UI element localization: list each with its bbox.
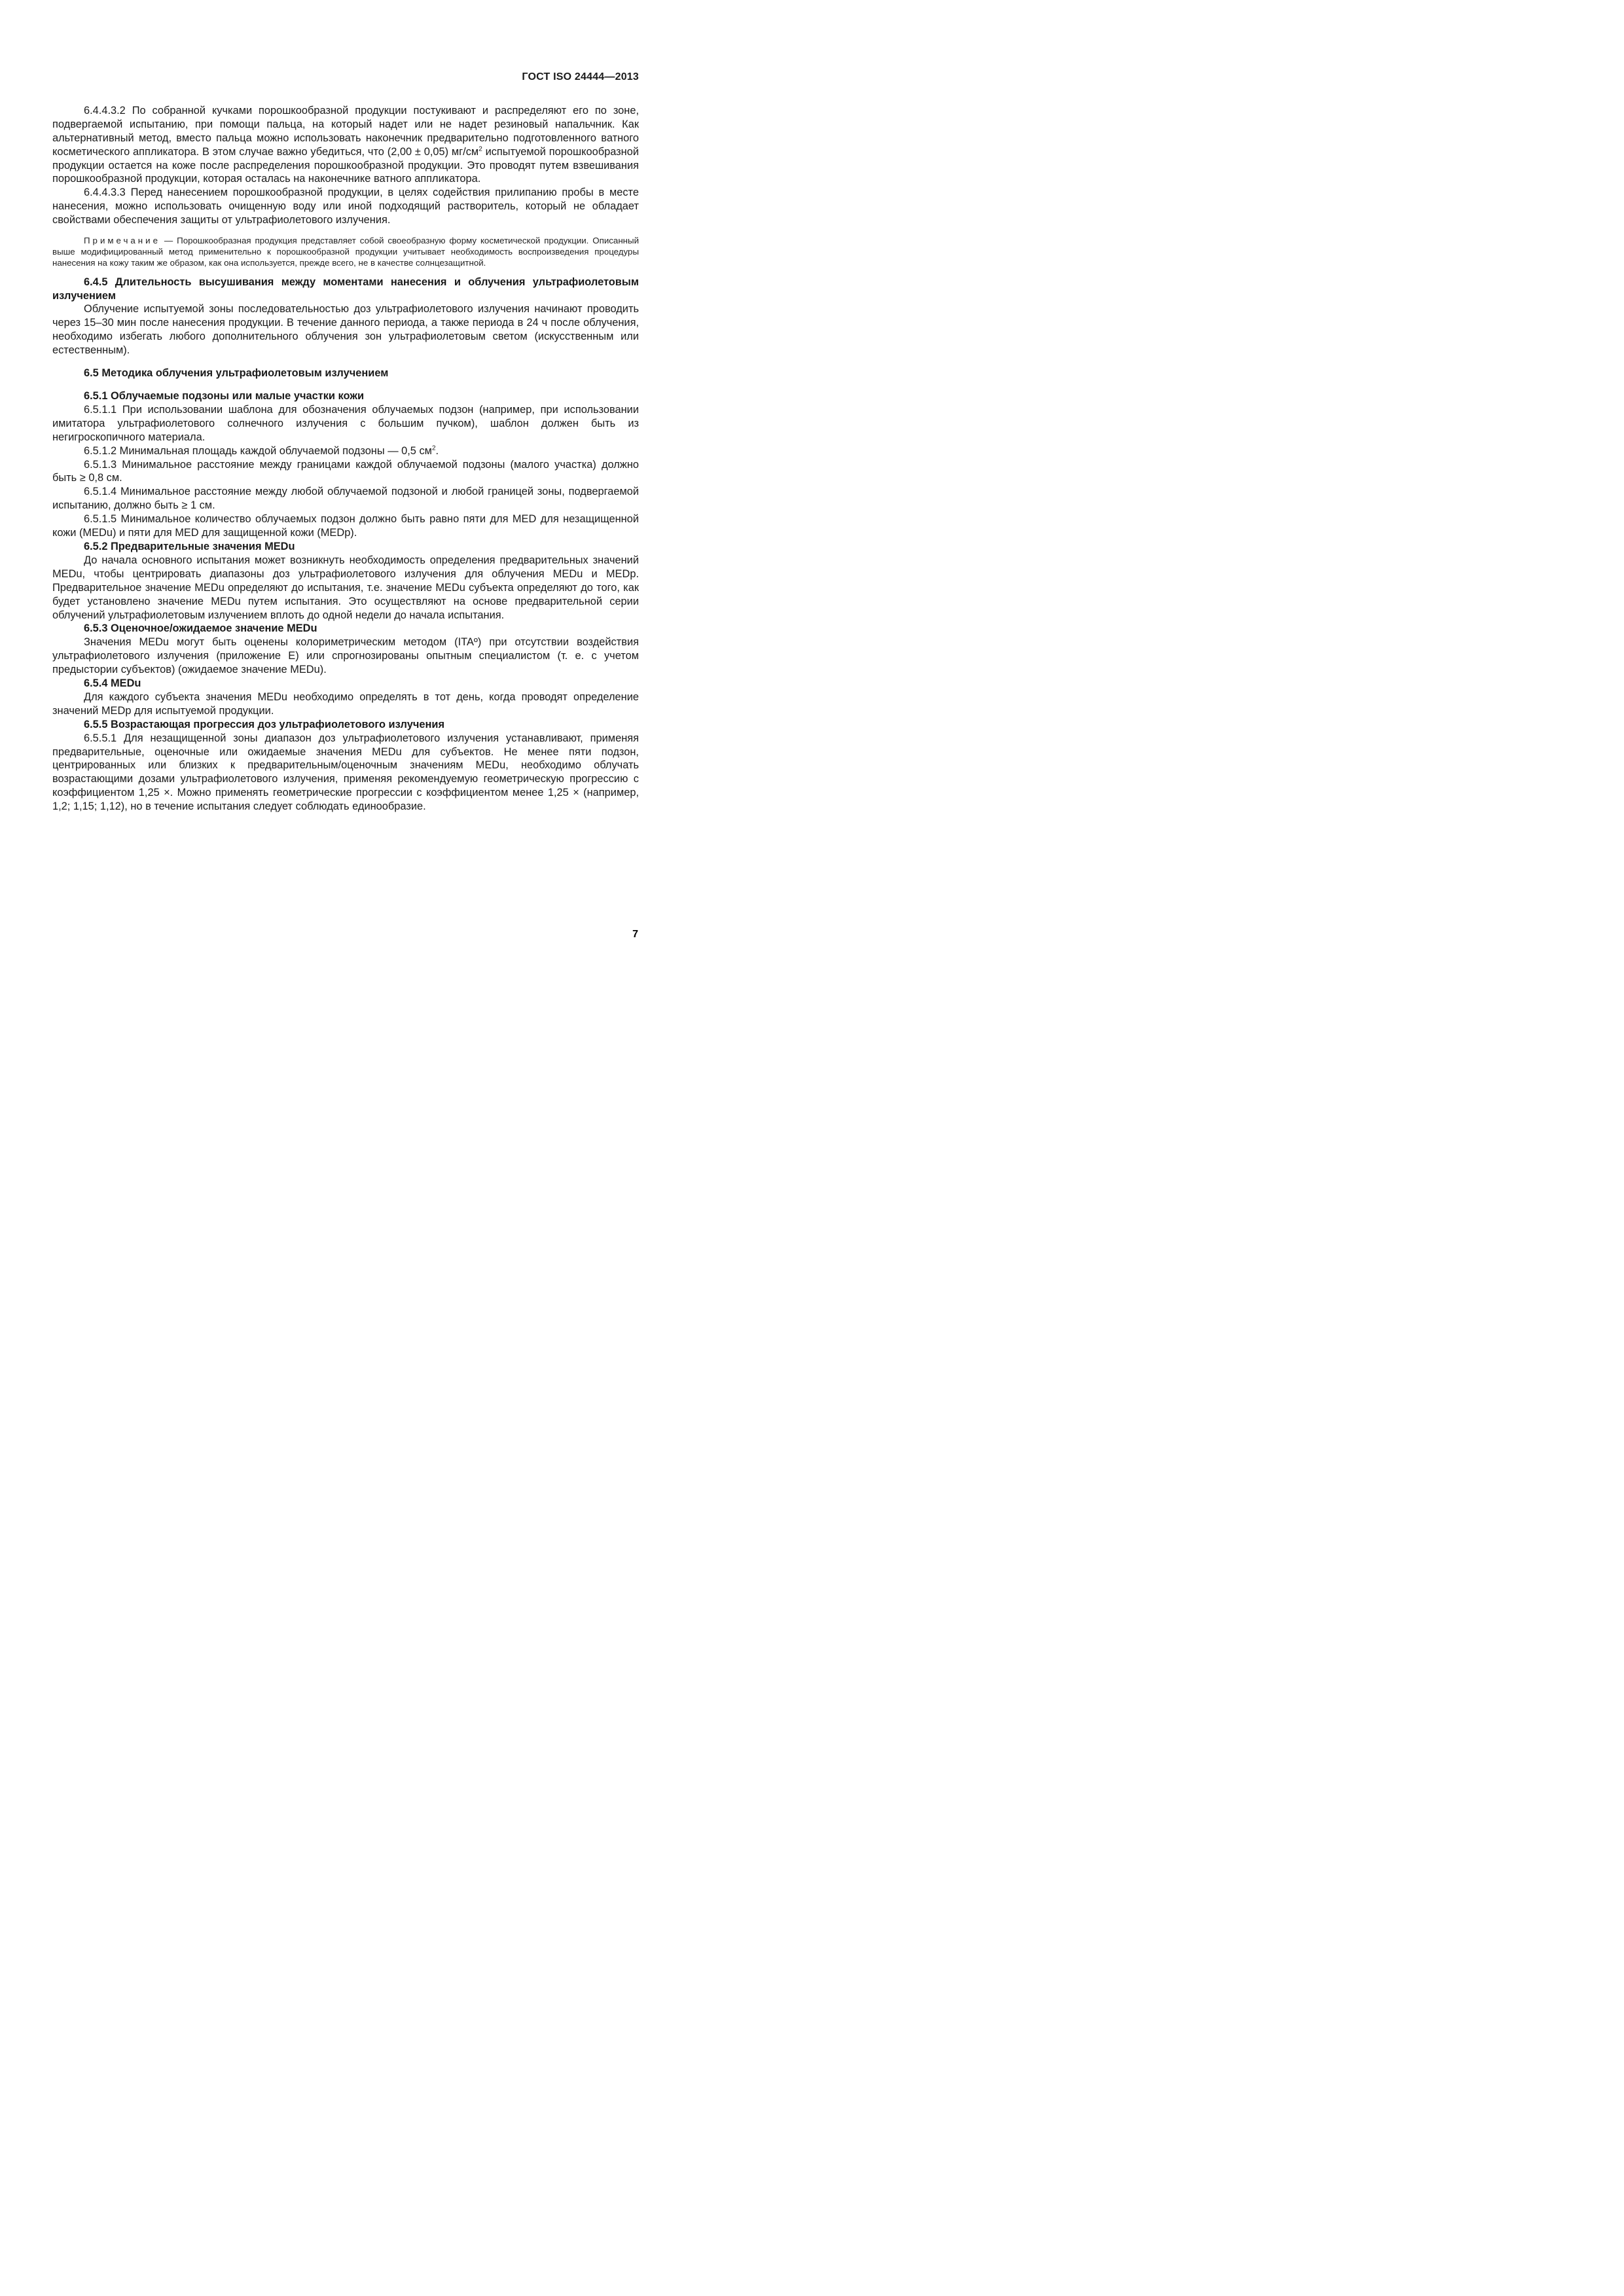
paragraph-text: 6.4.4.3.2 По собранной кучками порошкообразной продукции постукивают и распределяют его по зоне, подвергаемой испытанию, при помощи пальца, на который надет или не надет резиновый напальчник. Как альтернативный метод, вместо пальца можно использовать наконечник предварительно подготовленного ватного косметического аппликатора. В этом случае важно убедиться, что (2,00 ± 0,05) мг/см bbox=[52, 104, 639, 158]
paragraph-6-4-4-3-3: 6.4.4.3.3 Перед нанесением порошкообразной продукции, в целях содействия прилипанию пробы в месте нанесения, можно использовать очищенную воду или иной подходящий растворитель, который не обладает свойствами обеспечения защиты от ультрафиолетового излучения. bbox=[52, 187, 639, 226]
heading-6-5: 6.5 Методика облучения ультрафиолетовым излучением bbox=[84, 367, 389, 380]
paragraph-6-4-4-3-2 bbox=[52, 104, 639, 186]
paragraph-6-5-1-3: 6.5.1.3 Минимальное расстояние между границами каждой облучаемой подзоны (малого участка) должно быть ≥ 0,8 см. bbox=[52, 458, 639, 484]
paragraph-text: 6.5.1.2 Минимальная площадь каждой облучаемой подзоны — 0,5 см bbox=[84, 444, 432, 457]
paragraph-6-5-2: До начала основного испытания может возникнуть необходимость определения предварительных значений MEDu, чтобы центрировать диапазоны доз ультрафиолетового излучения для облучения MEDu и MEDp. Предварительное значение MEDu определяют до испытания, т.е. значение MEDu субъекта определяют до того, как будет установлено значение MEDu путем испытания. Это осуществляют на основе предварительной серии облучений ультрафиолетовым излучением вплоть до одной недели до начала испытания. bbox=[52, 554, 639, 621]
document-page bbox=[52, 71, 639, 814]
heading-6-5-3: 6.5.3 Оценочное/ожидаемое значение MEDu bbox=[84, 622, 317, 635]
heading-6-5-1: 6.5.1 Облучаемые подзоны или малые участки кожи bbox=[84, 390, 365, 403]
note bbox=[52, 235, 639, 269]
paragraph-6-5-3: Значения MEDu могут быть оценены колориметрическим методом (ITAº) при отсутствии воздействия ультрафиолетового излучения (приложение E) или спрогнозированы опытным специалистом (т. е. с учетом предыстории субъектов) (ожидаемое значение MEDu). bbox=[52, 636, 639, 676]
paragraph-6-4-5: Облучение испытуемой зоны последовательностью доз ультрафиолетового излучения начинают проводить через 15–30 мин после нанесения продукции. В течение данного периода, а также периода в 24 ч после облучения, необходимо избегать любого дополнительного облучения зон ультрафиолетовым светом (искусственным или естественным). bbox=[52, 303, 639, 357]
paragraph-text: . bbox=[435, 444, 439, 457]
note-text: — Порошкообразная продукция представляет собой своеобразную форму косметической продукции. Описанный выше модифицированный метод применительно к порошкообразной продукции учитывает необходимость воспроизведения процедуры нанесения на кожу таким же образом, как она используется, прежде всего, не в качестве солнцезащитной. bbox=[52, 236, 639, 268]
paragraph-6-5-4: Для каждого субъекта значения MEDu необходимо определять в тот день, когда проводят определение значений MEDp для испытуемой продукции. bbox=[52, 691, 639, 717]
superscript: 2 bbox=[431, 444, 436, 452]
paragraph-6-5-1-1: 6.5.1.1 При использовании шаблона для обозначения облучаемых подзон (например, при использовании имитатора ультрафиолетового солнечного излучения с большим пучком), шаблон должен быть из негигроскопичного материала. bbox=[52, 403, 639, 443]
paragraph-6-5-1-5: 6.5.1.5 Минимальное количество облучаемых подзон должно быть равно пяти для MED для незащищенной кожи (MEDu) и пяти для MED для защищенной кожи (MEDp). bbox=[52, 513, 639, 539]
superscript: 2 bbox=[478, 145, 482, 153]
paragraph-6-5-5-1: 6.5.5.1 Для незащищенной зоны диапазон доз ультрафиолетового излучения устанавливают, применяя предварительные, оценочные или ожидаемые значения MEDu для субъектов. Не менее пяти подзон, центрированных или близких к предварительным/оценочным значениям MEDu, необходимо облучать возрастающими дозами ультрафиолетового излучения, применяя рекомендуемую геометрическую прогрессию с коэффициентом 1,25 ×. Можно применять геометрические прогрессии с коэффициентом менее 1,25 × (например, 1,2; 1,15; 1,12), но в течение испытания следует соблюдать единообразие. bbox=[52, 732, 639, 813]
heading-6-5-4: 6.5.4 MEDu bbox=[84, 677, 141, 690]
page-number: 7 bbox=[632, 929, 638, 940]
note-label: Примечание bbox=[84, 236, 160, 246]
heading-6-4-5: 6.4.5 Длительность высушивания между моментами нанесения и облучения ультрафиолетовым излучением bbox=[52, 276, 639, 302]
heading-6-5-5: 6.5.5 Возрастающая прогрессия доз ультрафиолетового излучения bbox=[84, 718, 445, 730]
paragraph-6-5-1-4: 6.5.1.4 Минимальное расстояние между любой облучаемой подзоной и любой границей зоны, подвергаемой испытанию, должно быть ≥ 1 см. bbox=[52, 486, 639, 512]
paragraph-6-5-1-2 bbox=[52, 444, 639, 458]
paragraph-text: испытуемой порошкообразной продукции остается на коже после распределения порошкообразной продукции. Это проводят путем взвешивания порошкообразной продукции, которая осталась на наконечнике ватного аппликатора. bbox=[52, 145, 639, 185]
document-header: ГОСТ ISO 24444—2013 bbox=[522, 71, 639, 82]
heading-6-5-2: 6.5.2 Предварительные значения MEDu bbox=[84, 540, 295, 552]
